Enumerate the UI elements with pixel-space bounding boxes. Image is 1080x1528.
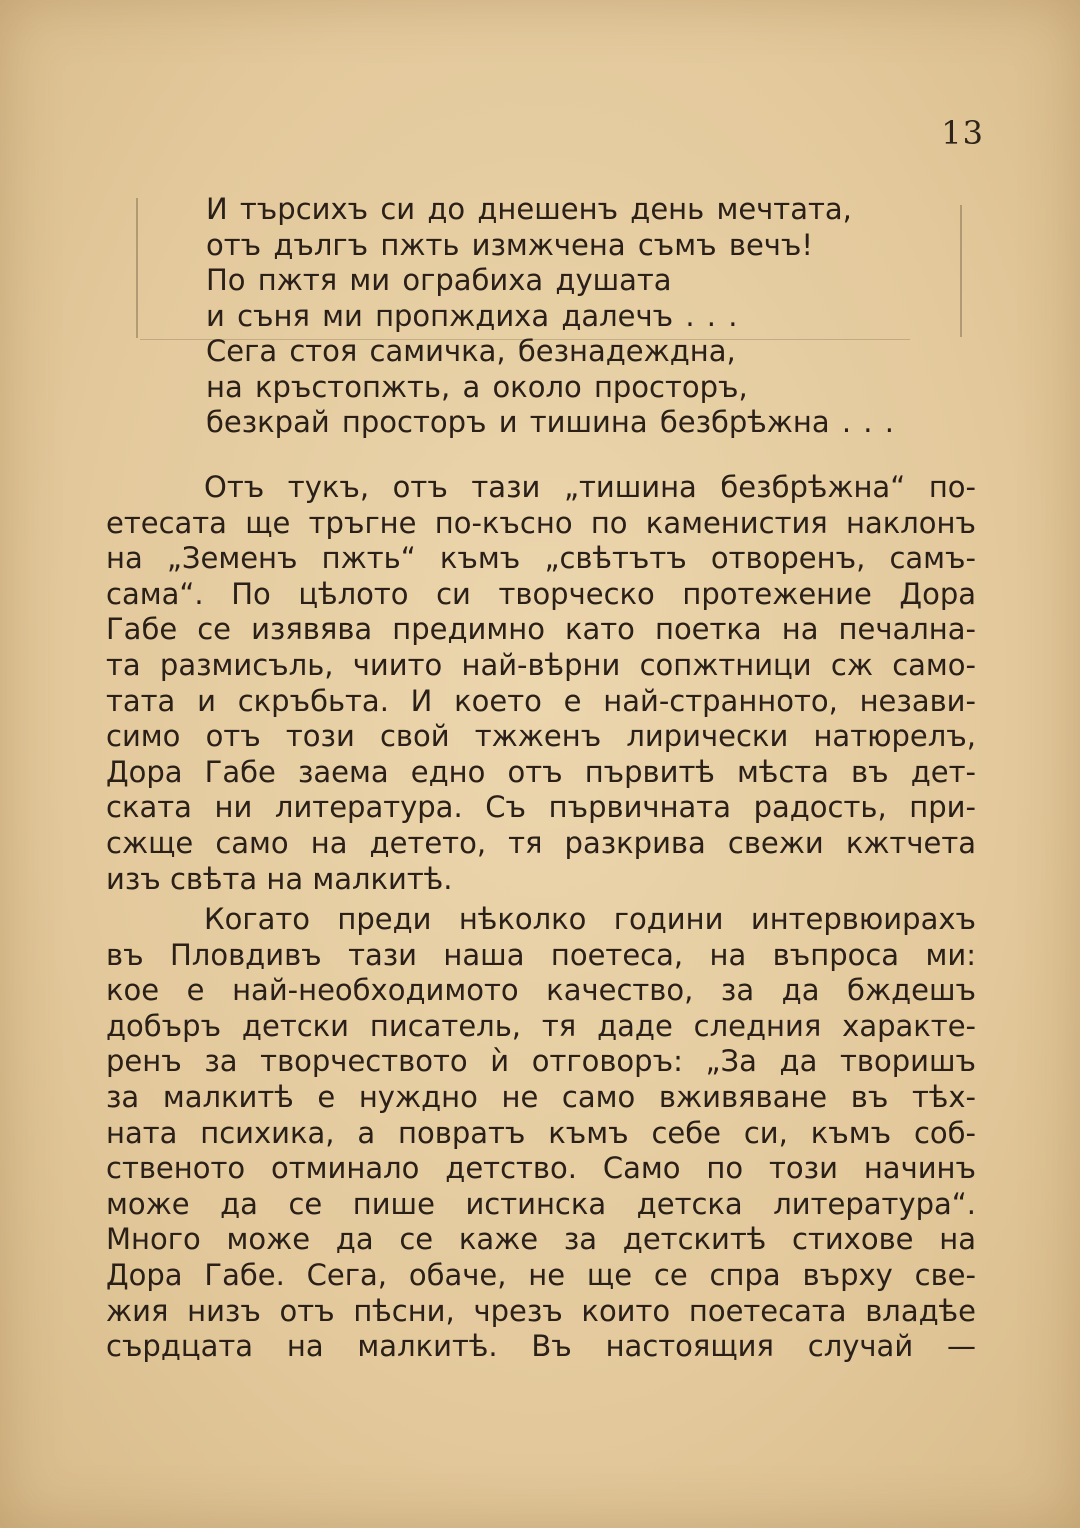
- text-line: ственото отминало детство. Само по този начинъ: [106, 1151, 976, 1186]
- text-line: на „Земенъ пжть“ къмъ „свѣтътъ отворенъ, самъ-: [106, 541, 976, 576]
- text-line: за малкитѣ е нуждно не само вживяване въ тѣх-: [106, 1079, 976, 1114]
- text-line: сама“. По цѣлото си творческо протежение Дора: [106, 576, 976, 611]
- poem-line: и съня ми пропждиха далечъ . . .: [206, 298, 738, 333]
- paragraph-2: [106, 902, 976, 1365]
- poem-line: безкрай просторъ и тишина безбрѣжна . . .: [206, 405, 894, 439]
- poem-line: И търсихъ си до днешенъ день мечтата,: [206, 192, 852, 226]
- text-line: Дора Габе. Сега, обаче, не ще се спра върху све-: [106, 1257, 976, 1292]
- text-line: сърдцата на малкитѣ. Въ настоящия случай —: [106, 1329, 976, 1364]
- text-line: Много може да се каже за детскитѣ стихове на: [106, 1222, 976, 1257]
- text-line: етесата ще тръгне по-късно по каменистия наклонъ: [106, 505, 976, 540]
- poem-block: [206, 192, 966, 441]
- paragraph-1: [106, 470, 976, 897]
- text-line: тата и скръбьта. И което е най-странното, незави-: [106, 683, 976, 718]
- text-line: може да се пише истинска детска литература“.: [106, 1186, 976, 1221]
- page-number: 13: [941, 114, 984, 152]
- text-line: симо отъ този свой тжженъ лирически натюрелъ,: [106, 719, 976, 754]
- text-line: изъ свѣта на малкитѣ.: [106, 861, 453, 896]
- text-line: ната психика, а повратъ къмъ себе си, къмъ соб-: [106, 1115, 976, 1150]
- poem-line: на кръстопжть, а около просторъ,: [206, 369, 748, 404]
- text-line: Дора Габе заема едно отъ първитѣ мѣста въ дет-: [106, 754, 976, 789]
- text-line: добъръ детски писатель, тя даде следния характе-: [106, 1008, 976, 1043]
- text-line: Отъ тукъ, отъ тази „тишина безбрѣжна“ по-: [204, 470, 976, 504]
- poem-line: отъ дългъ пжть измжчена съмъ вечъ!: [206, 227, 814, 262]
- text-line: жия низъ отъ пѣсни, чрезъ които поетесата владѣе: [106, 1293, 976, 1328]
- text-line: та размисъль, чиито най-вѣрни сопжтници сж само-: [106, 647, 976, 682]
- poem-line: По пжтя ми ограбиха душата: [206, 263, 672, 297]
- text-line: ренъ за творчеството ѝ отговоръ: „За да творишъ: [106, 1044, 976, 1079]
- text-line: кое е най-необходимото качество, за да бждешъ: [106, 973, 976, 1008]
- poem-line: Сега стоя самичка, безнадеждна,: [206, 334, 736, 368]
- pencil-mark-left: [136, 198, 142, 338]
- text-line: ската ни литература. Съ първичната радость, при-: [106, 790, 976, 825]
- text-line: сжще само на детето, тя разкрива свежи кжтчета: [106, 825, 976, 860]
- text-line: Габе се изявява предимно като поетка на печална-: [106, 612, 976, 647]
- text-line: Когато преди нѣколко години интервюирахъ: [204, 902, 976, 936]
- text-line: въ Пловдивъ тази наша поетеса, на въпроса ми:: [106, 937, 976, 972]
